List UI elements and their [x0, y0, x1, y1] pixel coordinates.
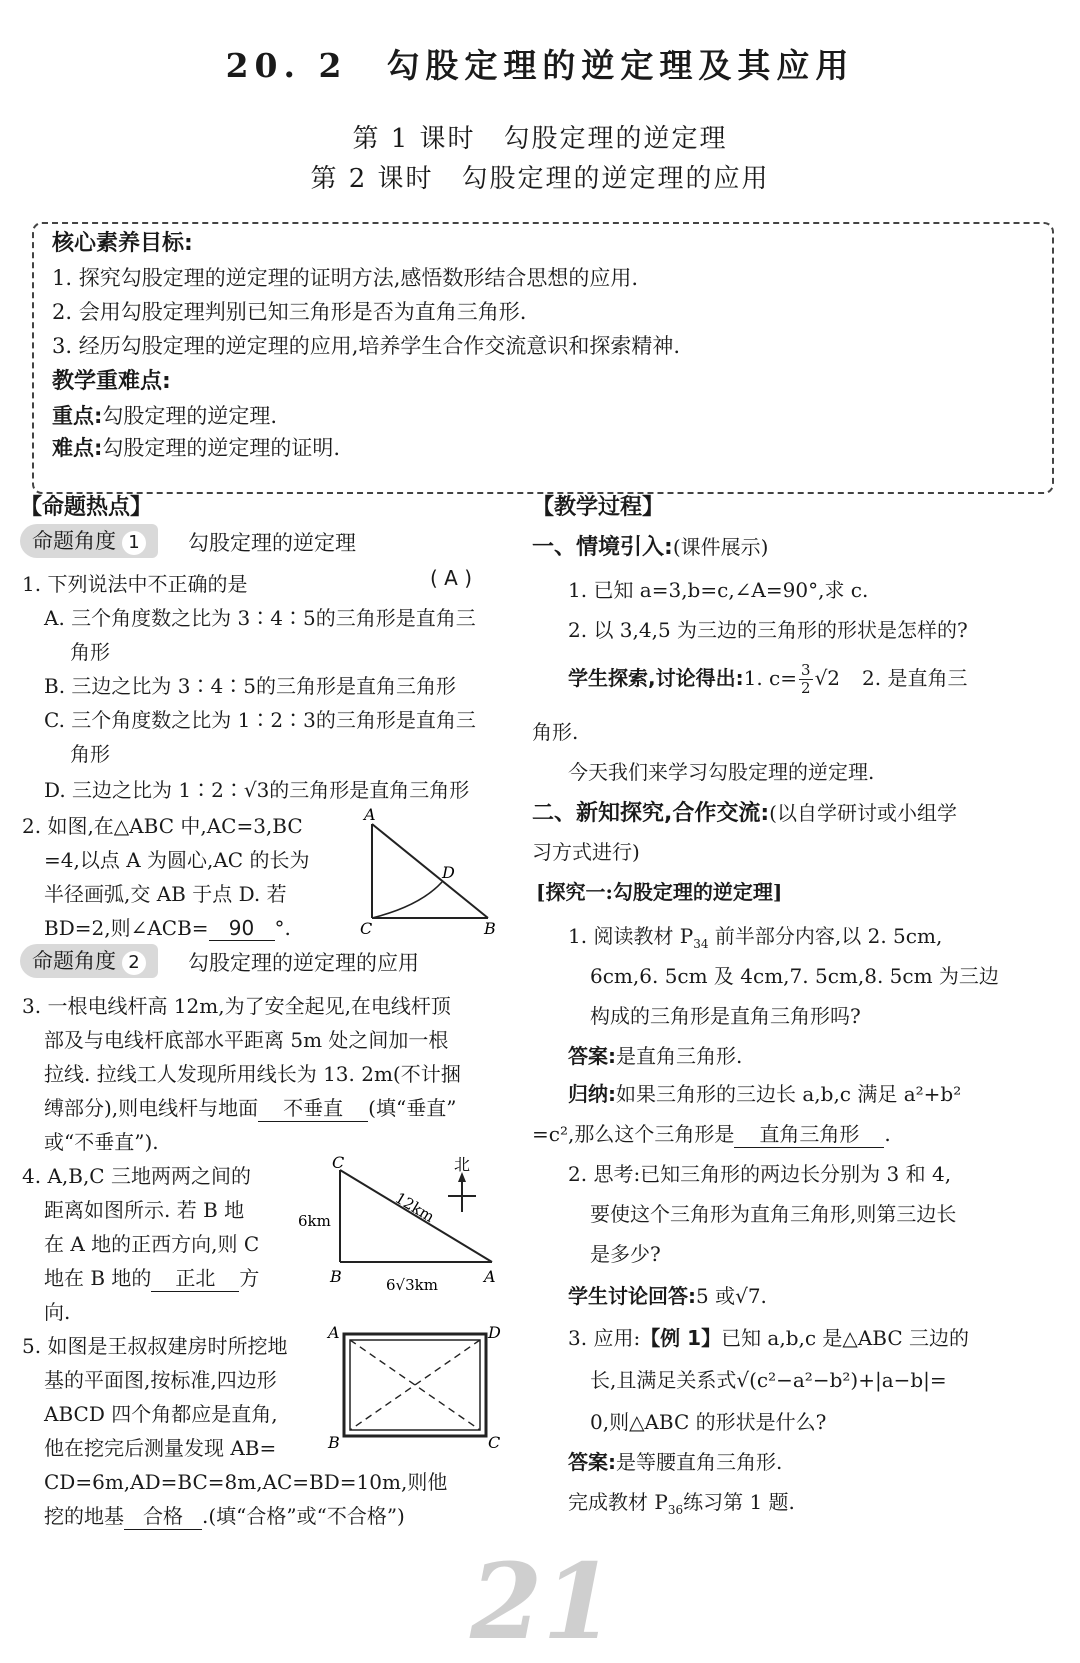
- angle-2-title: 勾股定理的逆定理的应用: [188, 951, 419, 975]
- q2-answer: 90: [209, 916, 275, 941]
- angle-tab-1: 命题角度 1: [20, 524, 158, 558]
- angle-1-title: 勾股定理的逆定理: [188, 531, 356, 555]
- q1-answer: ( A ): [430, 566, 473, 590]
- finish-line: 完成教材 $P_{36}$练习第 1 题.: [568, 1490, 795, 1517]
- q3-line: 3. 一根电线杆高 12m,为了安全起见,在电线杆顶: [22, 994, 451, 1018]
- page-title: 20. 2 勾股定理的逆定理及其应用: [225, 46, 855, 85]
- q3-line: 或“不垂直”).: [44, 1130, 159, 1154]
- q2-label-c: C: [360, 919, 373, 938]
- q1-option-c: C. 三个角度数之比为 1∶2∶3的三角形是直角三: [44, 708, 476, 732]
- lesson-subtitle-2: 第 2 课时 勾股定理的逆定理的应用: [310, 164, 770, 194]
- q1-stem: 1. 下列说法中不正确的是: [22, 572, 248, 596]
- summary: 归纳:如果三角形的三边长 a,b,c 满足 a²+b²: [568, 1082, 962, 1106]
- page-number: 21: [470, 1540, 615, 1663]
- q1-option-a: A. 三个角度数之比为 3∶4∶5的三角形是直角三: [44, 606, 476, 630]
- r3-line: 3. 应用:【例 1】已知 a,b,c 是△ABC 三边的: [568, 1326, 969, 1350]
- q4-hyp-length: 12km: [391, 1188, 438, 1227]
- key-point: 重点:勾股定理的逆定理.: [52, 404, 278, 428]
- q5-line: 5. 如图是王叔叔建房时所挖地: [22, 1334, 288, 1358]
- q1-option-c-cont: 角形: [70, 742, 110, 766]
- part2-heading: 二、新知探究,合作交流:(以自学研讨或小组学: [532, 801, 957, 826]
- summary-cont: =c²,那么这个三角形是 直角三角形 .: [532, 1118, 891, 1148]
- q5-label-b: B: [328, 1433, 340, 1452]
- q5-answer: 合格: [124, 1500, 202, 1530]
- explore-one-heading: [探究一:勾股定理的逆定理]: [536, 880, 783, 904]
- explore-result: 学生探索,讨论得出:1. c= $\frac{3}{2}$ √2 2. 是直角三: [568, 661, 968, 697]
- r1-line: 1. 阅读教材 $P_{34}$ 前半部分内容,以 2. 5cm,: [568, 924, 943, 951]
- part1-heading: 一、情境引入:(课件展示): [532, 535, 769, 560]
- q4-line: 距离如图所示. 若 B 地: [44, 1198, 245, 1222]
- key-points-heading: 教学重难点:: [52, 369, 171, 394]
- today-line: 今天我们来学习勾股定理的逆定理.: [568, 760, 875, 784]
- q4-bottom-length: 6√3km: [386, 1276, 438, 1294]
- q4-answer: 正北: [151, 1262, 239, 1292]
- lesson-subtitle-1: 第 1 课时 勾股定理的逆定理: [352, 124, 728, 154]
- q4-label-a: A: [484, 1267, 496, 1286]
- q5-line: ABCD 四个角都应是直角,: [44, 1402, 278, 1426]
- explore-result-cont: 角形.: [532, 720, 579, 744]
- q1-option-d: D. 三边之比为 1∶2∶√3的三角形是直角三角形: [44, 778, 470, 802]
- r2-line: 是多少?: [590, 1242, 661, 1266]
- q4-triangle-figure: [296, 1154, 506, 1298]
- q4-north-label: 北: [454, 1155, 471, 1174]
- angle-tab-2: 命题角度 2: [20, 944, 158, 978]
- q5-line: 基的平面图,按标准,四边形: [44, 1368, 277, 1392]
- q3-line: 缚部分),则电线杆与地面 不垂直 (填“垂直”: [44, 1092, 456, 1122]
- q2-label-d: D: [442, 863, 455, 882]
- q4-left-length: 6km: [298, 1212, 331, 1230]
- q4-line: 在 A 地的正西方向,则 C: [44, 1232, 260, 1256]
- q1-option-a-cont: 角形: [70, 640, 110, 664]
- q2-line: 半径画弧,交 AB 于点 D. 若: [44, 882, 287, 906]
- q2-label-a: A: [364, 806, 376, 824]
- right-section-title: 【教学过程】: [532, 495, 665, 520]
- q5-rectangle-figure: [326, 1324, 502, 1452]
- goal-item: 1. 探究勾股定理的逆定理的证明方法,感悟数形结合思想的应用.: [52, 266, 639, 290]
- difficult-point: 难点:勾股定理的逆定理的证明.: [52, 436, 341, 460]
- part1-q2: 2. 以 3,4,5 为三边的三角形的形状是怎样的?: [568, 618, 968, 642]
- q5-label-a: A: [328, 1324, 340, 1342]
- r1-line: 构成的三角形是直角三角形吗?: [590, 1004, 861, 1028]
- q3-line: 部及与电线杆底部水平距离 5m 处之间加一根: [44, 1028, 449, 1052]
- part1-q1: 1. 已知 a=3,b=c,∠A=90°,求 c.: [568, 578, 869, 602]
- goal-item: 3. 经历勾股定理的逆定理的应用,培养学生合作交流意识和探索精神.: [52, 334, 681, 358]
- r2-line: 2. 思考:已知三角形的两边长分别为 3 和 4,: [568, 1162, 952, 1186]
- goals-heading: 核心素养目标:: [52, 231, 193, 256]
- answer-3: 答案:是等腰直角三角形.: [568, 1450, 783, 1474]
- q3-line: 拉线. 拉线工人发现所用线长为 13. 2m(不计捆: [44, 1062, 461, 1086]
- q1-option-b: B. 三边之比为 3∶4∶5的三角形是直角三角形: [44, 674, 456, 698]
- discussion-answer: 学生讨论回答:5 或√7.: [568, 1284, 767, 1308]
- r3-line: 0,则△ABC 的形状是什么?: [590, 1410, 827, 1434]
- q2-label-b: B: [484, 919, 496, 938]
- q5-label-d: D: [488, 1324, 501, 1342]
- q4-label-b: B: [330, 1267, 342, 1286]
- q5-line: 挖的地基 合格 .(填“合格”或“不合格”): [44, 1500, 405, 1530]
- q4-line: 4. A,B,C 三地两两之间的: [22, 1164, 251, 1188]
- q3-answer: 不垂直: [258, 1092, 368, 1122]
- q2-triangle-figure: [350, 806, 510, 942]
- q4-label-c: C: [332, 1154, 345, 1172]
- q4-line: 向.: [44, 1300, 71, 1324]
- left-section-title: 【命题热点】: [20, 495, 153, 520]
- q4-line: 地在 B 地的 正北 方: [44, 1262, 259, 1292]
- summary-answer: 直角三角形: [734, 1118, 884, 1148]
- q5-label-c: C: [488, 1433, 501, 1452]
- q2-line: 2. 如图,在△ABC 中,AC=3,BC: [22, 814, 303, 838]
- part2-note-cont: 习方式进行): [532, 840, 640, 864]
- q5-line: 他在挖完后测量发现 AB=: [44, 1436, 277, 1460]
- goal-item: 2. 会用勾股定理判别已知三角形是否为直角三角形.: [52, 300, 527, 324]
- r1-line: 6cm,6. 5cm 及 4cm,7. 5cm,8. 5cm 为三边: [590, 964, 999, 988]
- q2-line: =4,以点 A 为圆心,AC 的长为: [44, 848, 310, 872]
- r2-line: 要使这个三角形为直角三角形,则第三边长: [590, 1202, 957, 1226]
- r3-line: 长,且满足关系式√(c²−a²−b²)+|a−b|=: [590, 1368, 947, 1392]
- q2-line: BD=2,则∠ACB= 90 °.: [44, 916, 291, 940]
- answer-1: 答案:是直角三角形.: [568, 1044, 743, 1068]
- q5-line: CD=6m,AD=BC=8m,AC=BD=10m,则他: [44, 1470, 448, 1494]
